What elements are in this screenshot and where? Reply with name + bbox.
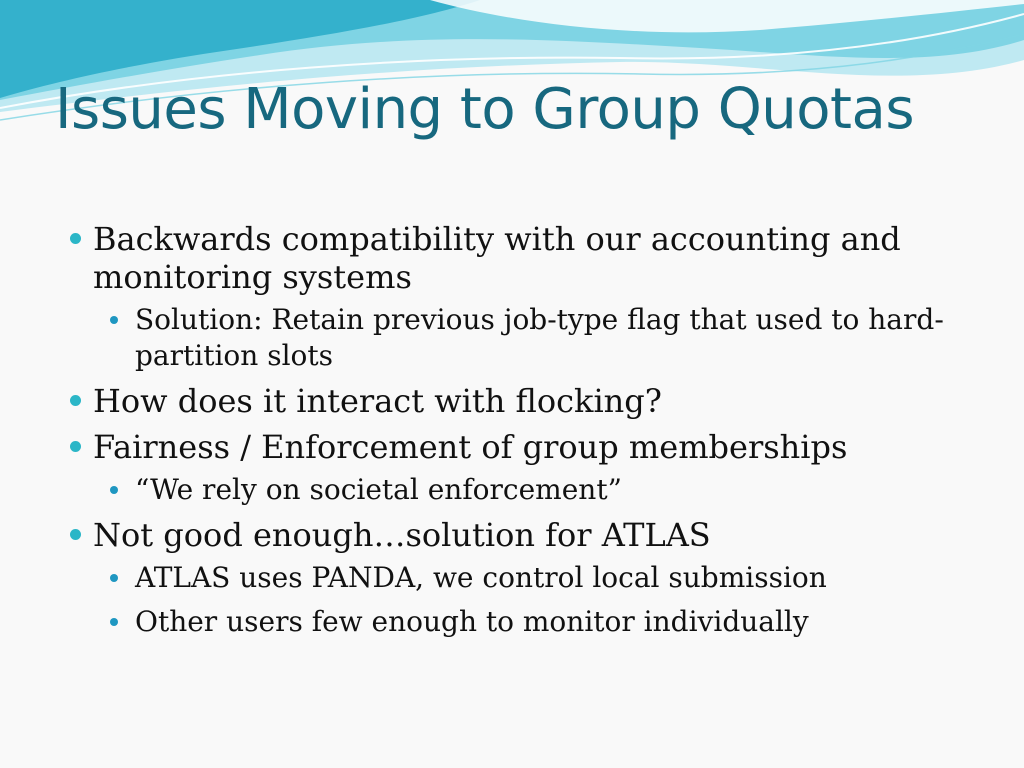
sub-bullet-item: [72, 560, 970, 596]
bullet-item: [70, 428, 970, 508]
bullet-dot-icon: [70, 395, 81, 406]
bullet-text: Not good enough…solution for ATLAS: [93, 516, 711, 554]
sub-bullet-text: Other users few enough to monitor individually: [135, 605, 809, 638]
bullet-item: [70, 220, 970, 374]
sub-bullet-text: “We rely on societal enforcement”: [135, 473, 622, 506]
sub-bullet-dot-icon: [110, 618, 118, 626]
sub-bullet-dot-icon: [110, 486, 118, 494]
sub-bullet-item: [72, 472, 970, 508]
sub-bullet-list: [93, 472, 970, 508]
sub-bullet-dot-icon: [110, 316, 118, 324]
bullet-dot-icon: [70, 529, 81, 540]
bullet-list: [70, 220, 970, 648]
sub-bullet-text: Solution: Retain previous job-type flag that used to hard-partition slots: [135, 303, 944, 372]
sub-bullet-list: [93, 560, 970, 640]
bullet-dot-icon: [70, 441, 81, 452]
bullet-text: Fairness / Enforcement of group memberships: [93, 428, 848, 466]
sub-bullet-text: ATLAS uses PANDA, we control local submission: [135, 561, 827, 594]
sub-bullet-dot-icon: [110, 574, 118, 582]
sub-bullet-item: [72, 302, 970, 374]
bullet-item: [70, 382, 970, 420]
sub-bullet-list: [93, 302, 970, 374]
bullet-text: How does it interact with flocking?: [93, 382, 662, 420]
bullet-item: [70, 516, 970, 640]
slide-title: Issues Moving to Group Quotas: [55, 77, 914, 142]
bullet-text: Backwards compatibility with our accounting and monitoring systems: [93, 220, 901, 296]
bullet-dot-icon: [70, 233, 81, 244]
sub-bullet-item: [72, 604, 970, 640]
